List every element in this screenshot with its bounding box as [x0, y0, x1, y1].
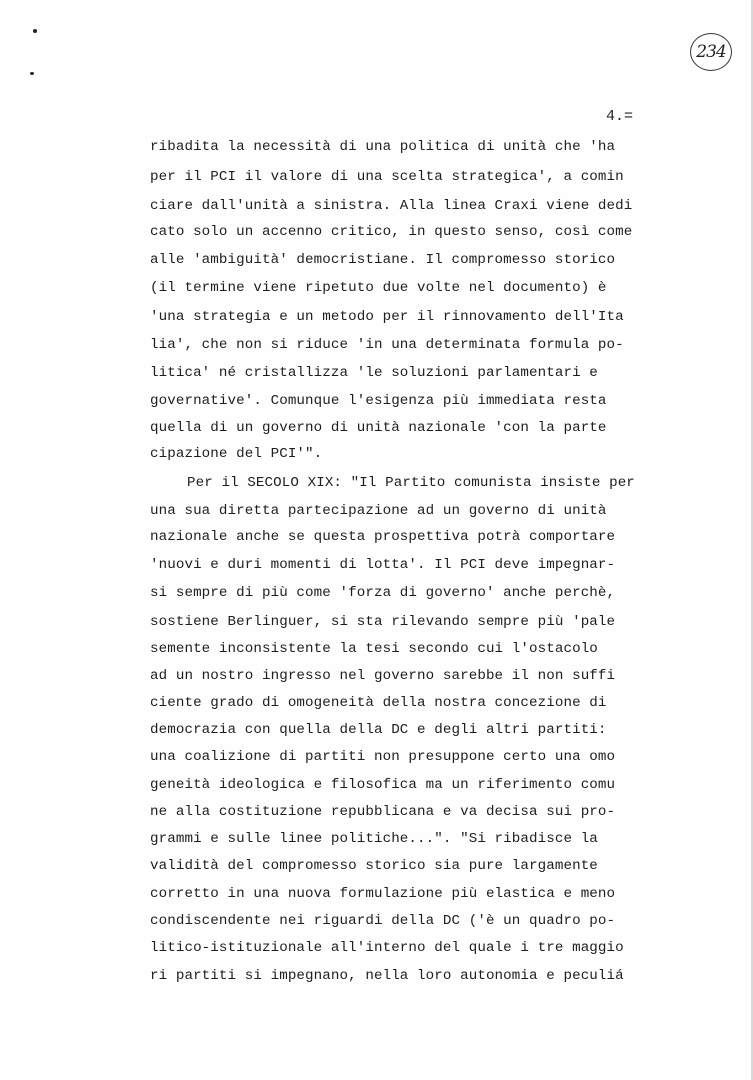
text-line: ciare dall'unità a sinistra. Alla linea Craxi viene dedi — [150, 198, 633, 214]
text-line: condiscendente nei riguardi della DC ('è un quadro po- — [150, 913, 616, 929]
text-line: governative'. Comunque l'esigenza più immediata resta — [150, 393, 607, 409]
text-line: cato solo un accenno critico, in questo senso, così come — [150, 224, 633, 240]
text-line: grammi e sulle linee politiche...". "Si ribadisce la — [150, 831, 598, 847]
text-line: cipazione del PCI'". — [150, 446, 323, 462]
text-line: nazionale anche se questa prospettiva potrà comportare — [150, 529, 616, 545]
text-line: sostiene Berlinguer, si sta rilevando sempre più 'pale — [150, 614, 616, 630]
paragraph-first-line: Per il SECOLO XIX: "Il Partito comunista insiste per — [187, 475, 635, 491]
text-line: quella di un governo di unità nazionale 'con la parte — [150, 420, 607, 436]
scan-speck — [30, 72, 34, 75]
text-line: semente inconsistente la tesi secondo cui l'ostacolo — [150, 641, 598, 657]
text-line: ne alla costituzione repubblicana e va decisa sui pro- — [150, 804, 616, 820]
text-line: ad un nostro ingresso nel governo sarebbe il non suffi — [150, 668, 616, 684]
page-number: 4.= — [606, 108, 634, 125]
text-line: una sua diretta partecipazione ad un governo di unità — [150, 503, 607, 519]
text-line: 'nuovi e duri momenti di lotta'. Il PCI deve impegnar- — [150, 557, 616, 573]
archive-number-stamp: 234 — [690, 33, 732, 71]
text-line: una coalizione di partiti non presuppone certo una omo — [150, 749, 616, 765]
text-line: alle 'ambiguità' democristiane. Il compromesso storico — [150, 252, 616, 268]
text-line: geneità ideologica e filosofica ma un riferimento comu — [150, 777, 616, 793]
text-line: litico-istituzionale all'interno del quale i tre maggio — [150, 940, 624, 956]
text-line: 'una strategia e un metodo per il rinnovamento dell'Ita — [150, 309, 624, 325]
text-line: lia', che non si riduce 'in una determinata formula po- — [150, 337, 624, 353]
text-line: democrazia con quella della DC e degli altri partiti: — [150, 722, 607, 738]
text-line: ribadita la necessità di una politica di unità che 'ha — [150, 139, 616, 155]
scan-speck — [33, 29, 37, 33]
text-line: si sempre di più come 'forza di governo' anche perchè, — [150, 585, 616, 601]
text-line: per il PCI il valore di una scelta strategica', a comin — [150, 169, 624, 185]
text-line: ri partiti si impegnano, nella loro autonomia e peculiá — [150, 968, 624, 984]
text-line: (il termine viene ripetuto due volte nel documento) è — [150, 280, 607, 296]
text-line: litica' né cristallizza 'le soluzioni parlamentari e — [150, 365, 598, 381]
text-line: validità del compromesso storico sia pure largamente — [150, 858, 598, 874]
text-line: corretto in una nuova formulazione più elastica e meno — [150, 886, 616, 902]
text-line: ciente grado di omogeneità della nostra concezione di — [150, 695, 607, 711]
